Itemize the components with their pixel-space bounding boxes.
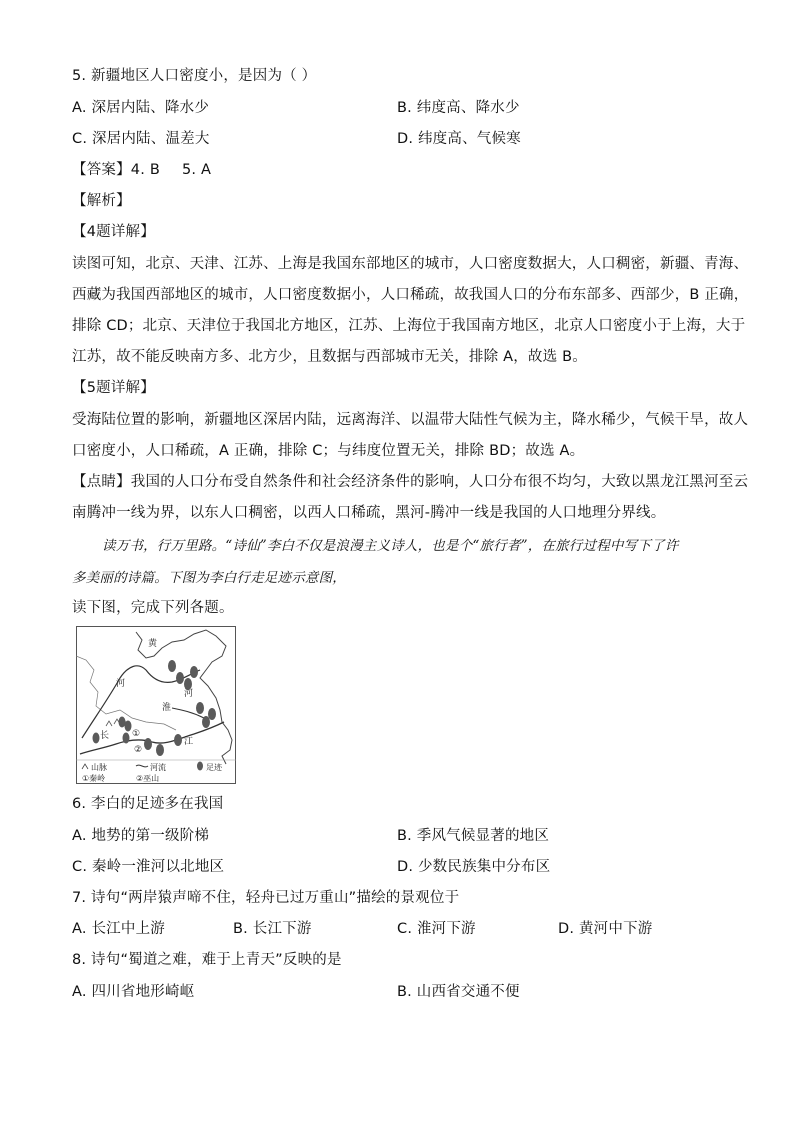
question-5-option-b: B. 纬度高、降水少 xyxy=(397,100,520,116)
analysis-heading: 【解析】 xyxy=(72,193,131,209)
map-label-huai: 淮 xyxy=(162,703,172,713)
question-8-stem: 8. 诗句“蜀道之难，难于上青天”反映的是 xyxy=(72,952,342,968)
detail-4-line: 西藏为我国西部地区的城市，人口密度数据小，人口稀疏，故我国人口的分布东部多、西部少，B 正确， xyxy=(72,287,749,303)
footprint xyxy=(144,738,152,750)
legend-river: 河流 xyxy=(150,763,166,772)
question-7-option-b: B. 长江下游 xyxy=(233,921,312,937)
passage-line: 多美丽的诗篇。下图为李白行走足迹示意图， xyxy=(72,570,346,586)
libai-route-map xyxy=(76,626,236,784)
map-svg xyxy=(76,626,236,784)
question-8-option-a: A. 四川省地形崎岖 xyxy=(72,984,195,1000)
legend-qinling: ①秦岭 xyxy=(82,774,106,783)
tip-line: 南腾冲一线为界，以东人口稠密，以西人口稀疏，黑河-腾冲一线是我国的人口地理分界线。 xyxy=(72,505,666,521)
map-label-point-1: ① xyxy=(132,729,141,739)
detail-5-line: 受海陆位置的影响，新疆地区深居内陆，远离海洋、以温带大陆性气候为主，降水稀少，气候干旱，故人 xyxy=(72,412,749,428)
question-5-option-d: D. 纬度高、气候寒 xyxy=(397,131,521,147)
detail-5-line: 口密度小，人口稀疏，A 正确，排除 C；与纬度位置无关，排除 BD；故选 A。 xyxy=(72,443,585,459)
map-label-chang: 长 xyxy=(100,731,110,741)
map-label-he-left: 河 xyxy=(116,679,126,689)
footprint xyxy=(93,733,100,744)
answer-line xyxy=(72,160,211,180)
question-8-option-b: B. 山西省交通不便 xyxy=(397,984,520,1000)
legend-footprint-icon xyxy=(197,762,203,771)
legend-mountain: 山脉 xyxy=(91,763,107,772)
answer-label: 【答案】4. B xyxy=(72,162,160,178)
detail-4-line: 排除 CD；北京、天津位于我国北方地区，江苏、上海位于我国南方地区，北京人口密度小于上海，大于 xyxy=(72,318,746,334)
question-5-option-c: C. 深居内陆、温差大 xyxy=(72,131,210,147)
map-label-huang: 黄 xyxy=(148,639,158,649)
question-7-stem: 7. 诗句“两岸猿声啼不住，轻舟已过万重山”描绘的景观位于 xyxy=(72,890,460,906)
question-5-option-a: A. 深居内陆、降水少 xyxy=(72,100,210,116)
question-7-option-d: D. 黄河中下游 xyxy=(558,921,653,937)
detail-4-line: 江苏，故不能反映南方多、北方少，且数据与西部城市无关，排除 A，故选 B。 xyxy=(72,349,587,365)
question-6-option-b: B. 季风气候显著的地区 xyxy=(397,828,550,844)
footprint xyxy=(168,660,176,672)
question-7-option-c: C. 淮河下游 xyxy=(397,921,476,937)
footprint xyxy=(119,717,126,728)
passage-line: 读万书，行万里路。“诗仙”李白不仅是浪漫主义诗人，也是个“旅行者”，在旅行过程中写下了许 xyxy=(102,538,679,554)
detail-5-heading: 【5题详解】 xyxy=(72,380,155,396)
map-label-point-2: ② xyxy=(134,745,143,755)
tip-line: 【点睛】我国的人口分布受自然条件和社会经济条件的影响，人口分布很不均匀，大致以黑龙江黑河至云 xyxy=(72,474,749,490)
map-label-jiang: 江 xyxy=(184,737,194,747)
question-5-stem: 5. 新疆地区人口密度小，是因为（ ） xyxy=(72,68,317,84)
question-6-stem: 6. 李白的足迹多在我国 xyxy=(72,796,224,812)
question-6-option-d: D. 少数民族集中分布区 xyxy=(397,859,551,875)
detail-4-heading: 【4题详解】 xyxy=(72,224,155,240)
footprint xyxy=(156,744,164,756)
footprint xyxy=(125,721,132,732)
footprint xyxy=(196,702,204,714)
footprint xyxy=(176,672,184,684)
question-7-option-a: A. 长江中上游 xyxy=(72,921,165,937)
passage-prompt: 读下图，完成下列各题。 xyxy=(72,600,234,616)
footprint xyxy=(208,708,216,720)
detail-4-line: 读图可知，北京、天津、江苏、上海是我国东部地区的城市，人口密度数据大，人口稠密，新疆、青海、 xyxy=(72,256,749,272)
legend-footprint: 足迹 xyxy=(206,763,222,772)
question-6-option-a: A. 地势的第一级阶梯 xyxy=(72,828,210,844)
question-6-option-c: C. 秦岭一淮河以北地区 xyxy=(72,859,225,875)
legend-wushan: ②巫山 xyxy=(136,774,160,783)
footprint xyxy=(190,666,198,678)
map-label-he-right: 河 xyxy=(184,689,194,699)
footprint xyxy=(202,716,210,728)
footprint xyxy=(123,733,130,744)
answer-second: 5. A xyxy=(182,162,212,178)
footprint xyxy=(174,734,182,746)
